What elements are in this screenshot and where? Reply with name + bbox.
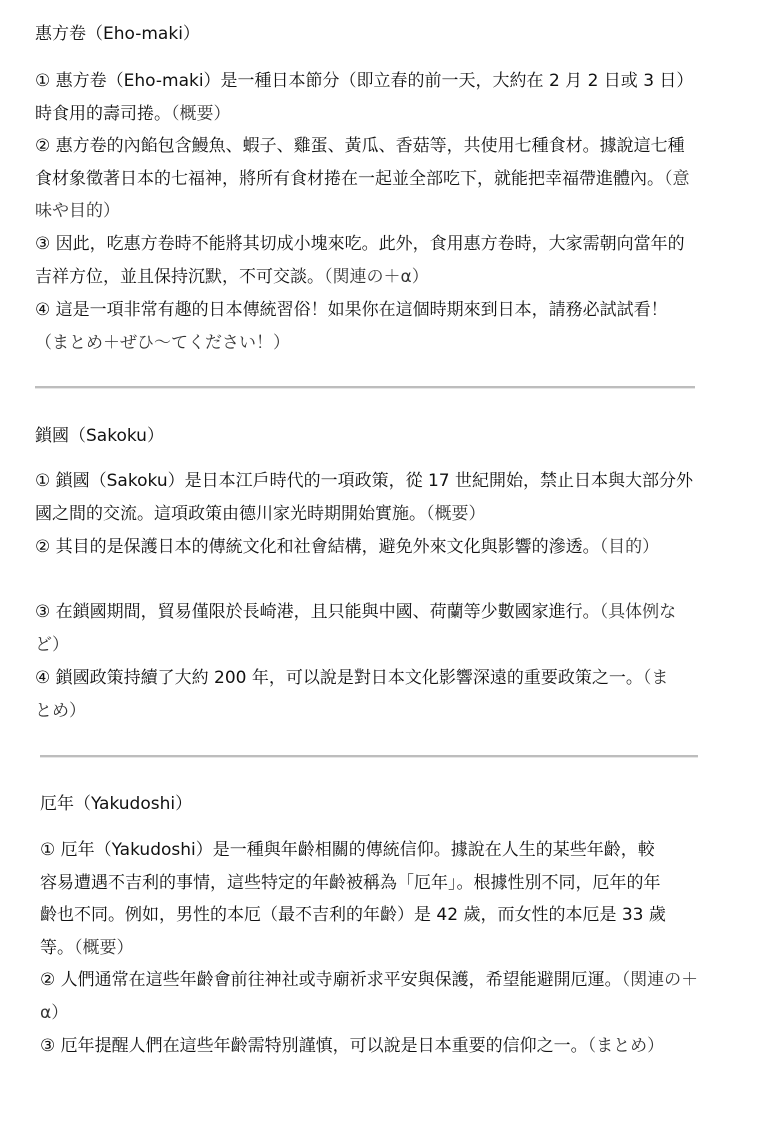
paragraph-text: ③ 厄年提醒人們在這些年齡需特別謹慎，可以說是日本重要的信仰之一。 [40, 1036, 588, 1056]
paragraph [35, 294, 695, 359]
paragraph [35, 596, 695, 661]
paragraph-text: ④ 這是一項非常有趣的日本傳統習俗！如果你在這個時期來到日本，請務必試試看！ [35, 300, 668, 320]
paragraph-note: （目的） [599, 537, 660, 557]
paragraph-note: （具体例など） [35, 602, 677, 655]
paragraph-text: ② 人們通常在這些年齡會前往神社或寺廟祈求平安與保護，希望能避開厄運。 [40, 970, 622, 990]
paragraph-note: （関連の＋α） [324, 266, 429, 287]
paragraph [40, 1030, 700, 1063]
paragraph [35, 228, 695, 293]
paragraph-text: ③ 在鎖國期間，貿易僅限於長崎港，且只能與中國、荷蘭等少數國家進行。 [35, 602, 600, 622]
paragraph-text: ② 惠方卷的內餡包含鰻魚、蝦子、雞蛋、黃瓜、香菇等，共使用七種食材。據說這七種食材象徵著日本的七福神，將所有食材捲在一起並全部吃下，就能把幸福帶進體內。 [35, 136, 685, 189]
paragraph-note: （関連の＋α） [40, 970, 699, 1023]
paragraph [35, 65, 695, 130]
paragraph-text: ① 厄年（Yakudoshi）是一種與年齡相關的傳統信仰。據說在人生的某些年齡，較容易遭遇不吉利的事情，這些特定的年齡被稱為「厄年」。根據性別不同，厄年的年齡也不同。例如，男性的本厄（最不吉利的年齡）是 42 歲，而女性的本厄是 33 歲等。 [40, 840, 666, 958]
paragraph-note: （まとめ） [35, 668, 669, 721]
section-title: 惠方卷（Eho-maki） [35, 24, 200, 44]
paragraph-note: （まとめ） [587, 1036, 665, 1056]
paragraph-note: （概要） [171, 103, 231, 124]
paragraph-note: （意味や目的） [35, 168, 690, 222]
paragraph-text: ① 鎖國（Sakoku）是日本江戶時代的一項政策，從 17 世紀開始，禁止日本與大部分外國之間的交流。這項政策由德川家光時期開始實施。 [35, 471, 694, 524]
paragraph [35, 662, 675, 727]
paragraph-note: （概要） [426, 503, 486, 524]
paragraph-note: （概要） [74, 937, 134, 958]
paragraph [35, 531, 695, 564]
paragraph [40, 834, 670, 964]
section-divider [35, 386, 695, 389]
paragraph [40, 964, 700, 1029]
section-title: 厄年（Yakudoshi） [40, 794, 193, 814]
section-divider [40, 755, 698, 758]
paragraph-note: （まとめ＋ぜひ～てください！） [35, 332, 290, 353]
paragraph-text: ③ 因此，吃惠方卷時不能將其切成小塊來吃。此外，食用惠方卷時，大家需朝向當年的吉祥方位，並且保持沉默，不可交談。 [35, 234, 685, 287]
paragraph-text: ④ 鎖國政策持續了大約 200 年，可以說是對日本文化影響深遠的重要政策之一。 [35, 668, 643, 688]
paragraph [35, 465, 695, 530]
section-title: 鎖國（Sakoku） [35, 426, 164, 446]
paragraph [35, 130, 695, 228]
paragraph-text: ② 其目的是保護日本的傳統文化和社會結構，避免外來文化與影響的滲透。 [35, 537, 600, 557]
paragraph-text: ① 惠方卷（Eho-maki）是一種日本節分（即立春的前一天，大約在 2 月 2 日或 3 日）時食用的壽司捲。 [35, 71, 694, 124]
